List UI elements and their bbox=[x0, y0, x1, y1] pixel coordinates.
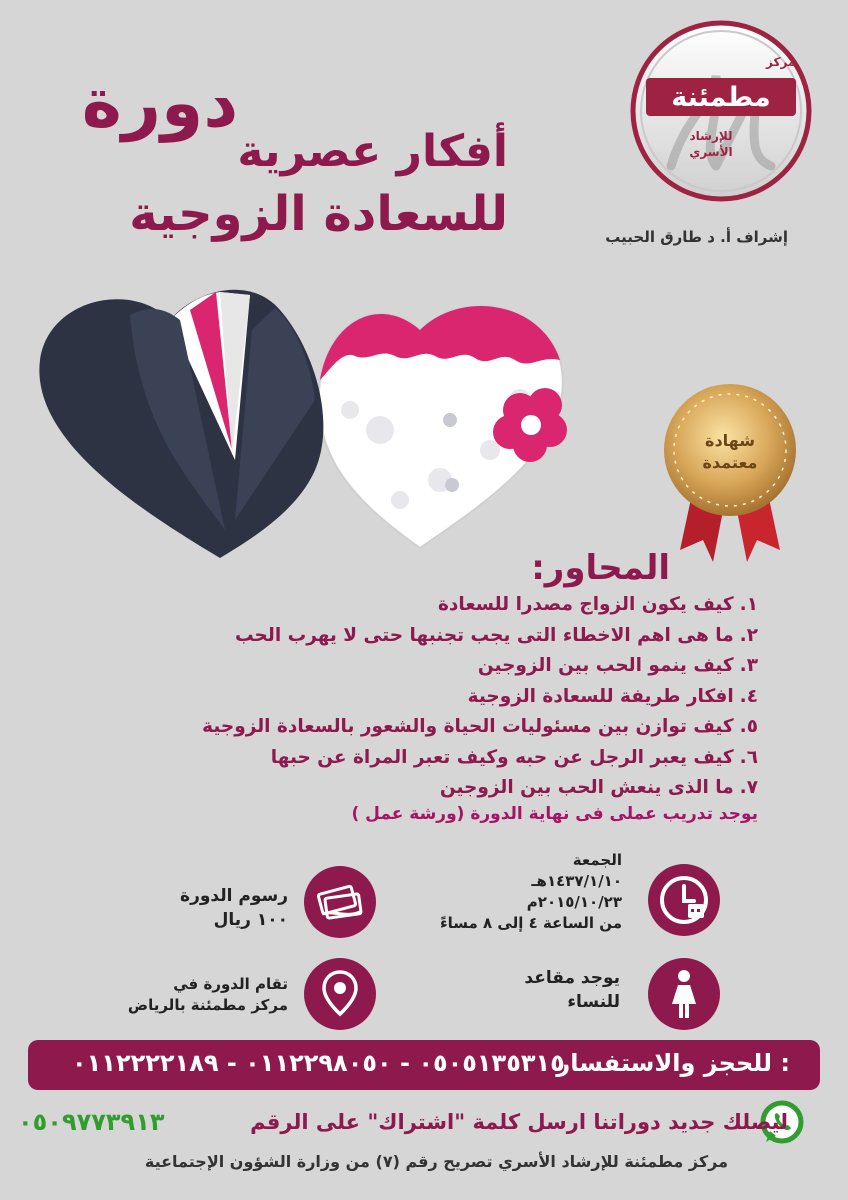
center-logo bbox=[606, 16, 836, 206]
seats-info bbox=[524, 966, 620, 1014]
fees-label: رسوم الدورة bbox=[180, 886, 288, 906]
fees-amount: ١٠٠ ريال bbox=[213, 910, 288, 930]
schedule-hijri: ١٤٣٧/١/١٠هـ bbox=[531, 872, 622, 890]
schedule-info bbox=[440, 850, 622, 934]
logo-brand: مطمئنة bbox=[671, 82, 771, 113]
medal-line1: شهادة bbox=[705, 431, 755, 450]
contact-bar bbox=[28, 1040, 820, 1090]
groom-heart-icon bbox=[39, 290, 323, 558]
axes-list bbox=[198, 590, 758, 804]
venue-info bbox=[128, 974, 288, 1016]
axis-item: ٢.ما هى اهم الاخطاء التى يجب تجنبها حتى لا يهرب الحب bbox=[234, 624, 758, 646]
supervisor-credit: إشراف أ. د طارق الحبيب bbox=[605, 228, 788, 246]
logo-top-word: مركز bbox=[766, 55, 796, 69]
title-marital-happiness: للسعادة الزوجية bbox=[129, 186, 508, 242]
schedule-day: الجمعة bbox=[572, 851, 622, 869]
axis-item: ٣.كيف ينمو الحب بين الزوجين bbox=[477, 655, 758, 676]
logo-sub1: للإرشاد bbox=[689, 129, 733, 143]
axis-item: ١.كيف يكون الزواج مصدرا للسعادة bbox=[438, 594, 758, 615]
venue-line2: مركز مطمئنة بالرياض bbox=[127, 996, 288, 1014]
axis-item: ٦.كيف يعبر الرجل عن حبه وكيف تعبر المراة عن حبها bbox=[270, 746, 758, 768]
axis-item: ٥.كيف توازن بين مسئوليات الحياة والشعور بالسعادة الزوجية bbox=[202, 716, 758, 737]
fees-info bbox=[180, 884, 288, 932]
medal-line2: معتمدة bbox=[702, 453, 758, 472]
money-icon bbox=[304, 866, 376, 938]
axes-title: المحاور: bbox=[531, 548, 670, 588]
bride-heart-icon bbox=[319, 306, 567, 548]
training-note: يوجد تدريب عملى فى نهاية الدورة (ورشة عمل ) bbox=[351, 804, 758, 824]
axis-item: ٧.ما الذى ينعش الحب بين الزوجين bbox=[439, 777, 758, 798]
schedule-gregorian: ٢٠١٥/١٠/٢٣م bbox=[526, 893, 622, 911]
hearts-illustration bbox=[20, 280, 610, 570]
contact-phones[interactable]: ٠٥٠٥١٣٥٣١٥ - ٠١١٢٢٩٨٠٥٠ - ٠١١٢٢٢٢١٨٩ bbox=[72, 1049, 565, 1077]
venue-line1: تقام الدورة في bbox=[173, 975, 288, 993]
footer-license: مركز مطمئنة للإرشاد الأسري تصريح رقم (٧) من وزارة الشؤون الإجتماعية bbox=[144, 1152, 728, 1171]
certified-medal bbox=[655, 380, 805, 570]
logo-sub2: الأسري bbox=[689, 145, 733, 159]
axis-item: ٤.افكار طريفة للسعادة الزوجية bbox=[467, 685, 758, 707]
clock-calendar-icon bbox=[648, 864, 720, 936]
woman-icon bbox=[648, 958, 720, 1030]
seats-line1: يوجد مقاعد bbox=[524, 968, 620, 988]
whatsapp-number[interactable]: ٠٥٠٩٧٧٣٩١٣ bbox=[18, 1108, 165, 1136]
schedule-time: من الساعة ٤ إلى ٨ مساءً bbox=[439, 914, 622, 932]
title-course: دورة bbox=[81, 64, 239, 143]
seats-line2: للنساء bbox=[567, 992, 620, 1012]
contact-label: للحجز والاستفسار : bbox=[556, 1049, 790, 1077]
location-pin-icon bbox=[304, 958, 376, 1030]
whatsapp-text: ليصلك جديد دوراتنا ارسل كلمة "اشتراك" على الرقم bbox=[250, 1110, 788, 1134]
title-modern-ideas: أفكار عصرية bbox=[237, 126, 508, 177]
